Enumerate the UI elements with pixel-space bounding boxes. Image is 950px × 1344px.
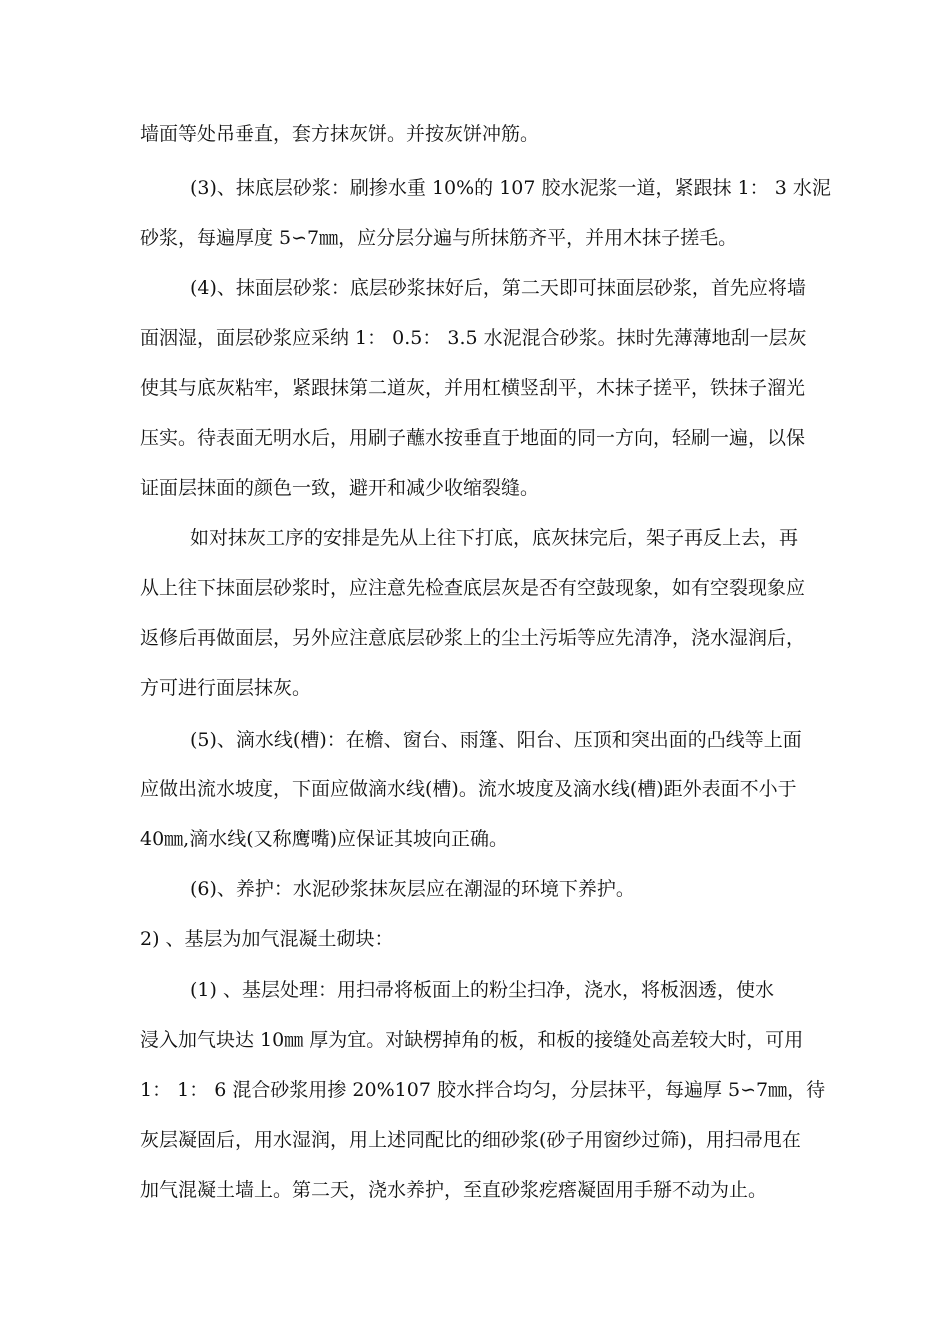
text-line: (3)、抹底层砂浆：刷掺水重 10%的 107 胶水泥浆一道，紧跟抹 1： 3 水泥: [190, 177, 831, 199]
text-line: 应做出流水坡度，下面应做滴水线(槽)。流水坡度及滴水线(槽)距外表面不小于: [140, 778, 797, 800]
text-line: 1： 1： 6 混合砂浆用掺 20%107 胶水拌合均匀，分层抹平，每遍厚 5∽7㎜，待: [140, 1079, 826, 1101]
text-line: 墙面等处吊垂直，套方抹灰饼。并按灰饼冲筋。: [140, 123, 540, 145]
text-line: 浸入加气块达 10㎜ 厚为宜。对缺楞掉角的板，和板的接缝处高差较大时，可用: [140, 1029, 804, 1051]
text-line: 2) 、基层为加气混凝土砌块：: [140, 928, 394, 950]
text-line: 砂浆，每遍厚度 5∽7㎜，应分层分遍与所抹筋齐平，并用木抹子搓毛。: [140, 227, 738, 249]
text-line: 返修后再做面层，另外应注意底层砂浆上的尘土污垢等应先清净，浇水湿润后，: [140, 627, 806, 649]
text-line: 方可进行面层抹灰。: [140, 677, 312, 699]
text-line: 使其与底灰粘牢，紧跟抹第二道灰，并用杠横竖刮平，木抹子搓平，铁抹子溜光: [140, 377, 806, 399]
text-line: 面洇湿，面层砂浆应采纳 1： 0.5： 3.5 水泥混合砂浆。抹时先薄薄地刮一层灰: [140, 327, 807, 349]
text-line: 40㎜,滴水线(又称鹰嘴)应保证其坡向正确。: [140, 828, 509, 850]
text-line: 加气混凝土墙上。第二天，浇水养护，至直砂浆疙瘩凝固用手掰不动为止。: [140, 1179, 768, 1201]
text-line: (5)、滴水线(槽)：在檐、窗台、雨篷、阳台、压顶和突出面的凸线等上面: [190, 729, 802, 751]
text-line: 灰层凝固后，用水湿润，用上述同配比的细砂浆(砂子用窗纱过筛)，用扫帚甩在: [140, 1129, 801, 1151]
text-line: (6)、养护：水泥砂浆抹灰层应在潮湿的环境下养护。: [190, 878, 635, 900]
text-line: (1) 、基层处理：用扫帚将板面上的粉尘扫净，浇水，将板洇透，使水: [190, 979, 774, 1001]
text-line: 从上往下抹面层砂浆时，应注意先检查底层灰是否有空鼓现象，如有空裂现象应: [140, 577, 806, 599]
text-line: 证面层抹面的颜色一致，避开和减少收缩裂缝。: [140, 477, 540, 499]
text-line: 如对抹灰工序的安排是先从上往下打底，底灰抹完后，架子再反上去，再: [190, 527, 799, 549]
text-line: (4)、抹面层砂浆：底层砂浆抹好后，第二天即可抹面层砂浆，首先应将墙: [190, 277, 806, 299]
text-line: 压实。待表面无明水后，用刷子蘸水按垂直于地面的同一方向，轻刷一遍，以保: [140, 427, 806, 449]
